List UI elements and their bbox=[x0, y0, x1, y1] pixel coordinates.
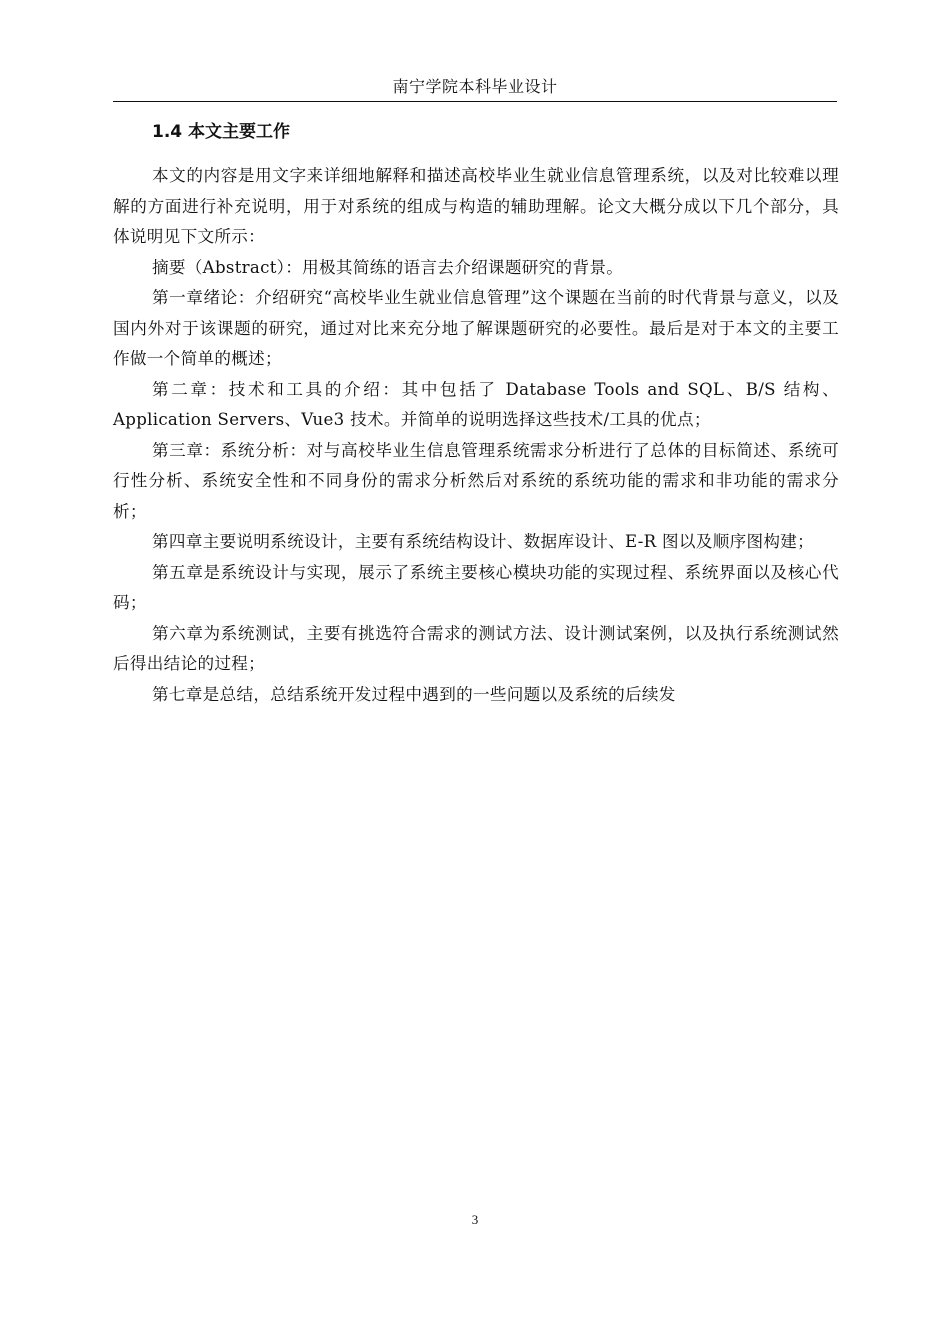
paragraph-chapter-7: 第七章是总结，总结系统开发过程中遇到的一些问题以及系统的后续发 bbox=[152, 684, 676, 704]
paragraph-abstract: 摘要（Abstract）：用极其简练的语言去介绍课题研究的背景。 bbox=[152, 257, 624, 277]
paragraph-chapter-3: 第三章：系统分析：对与高校毕业生信息管理系统需求分析进行了总体的目标简述、系统可行性分析、系统安全性和不同身份的需求分析然后对系统的系统功能的需求和非功能的需求分析； bbox=[113, 440, 839, 521]
paragraph-chapter-5: 第五章是系统设计与实现，展示了系统主要核心模块功能的实现过程、系统界面以及核心代码； bbox=[113, 562, 839, 612]
paragraph-intro: 本文的内容是用文字来详细地解释和描述高校毕业生就业信息管理系统，以及对比较难以理解的方面进行补充说明，用于对系统的组成与构造的辅助理解。论文大概分成以下几个部分，具体说明见下文所示： bbox=[113, 166, 839, 246]
paragraph-chapter-2: 第二章：技术和工具的介绍：其中包括了 Database Tools and SQL、B/S 结构、Application Servers、Vue3 技术。并简单的说明选择这些技术/工具的优点； bbox=[113, 379, 839, 429]
body-text bbox=[113, 161, 839, 710]
paragraph-chapter-1: 第一章绪论：介绍研究“高校毕业生就业信息管理”这个课题在当前的时代背景与意义，以及国内外对于该课题的研究，通过对比来充分地了解课题研究的必要性。最后是对于本文的主要工作做一个简单的概述； bbox=[113, 288, 839, 368]
paragraph-chapter-6: 第六章为系统测试，主要有挑选符合需求的测试方法、设计测试案例，以及执行系统测试然后得出结论的过程； bbox=[113, 623, 839, 673]
section-heading: 1.4 本文主要工作 bbox=[152, 122, 291, 142]
header-divider bbox=[113, 101, 837, 102]
page-header-title: 南宁学院本科毕业设计 bbox=[392, 77, 558, 96]
paragraph-chapter-4: 第四章主要说明系统设计，主要有系统结构设计、数据库设计、E-R 图以及顺序图构建； bbox=[152, 532, 815, 551]
page-number: 3 bbox=[471, 1212, 479, 1227]
